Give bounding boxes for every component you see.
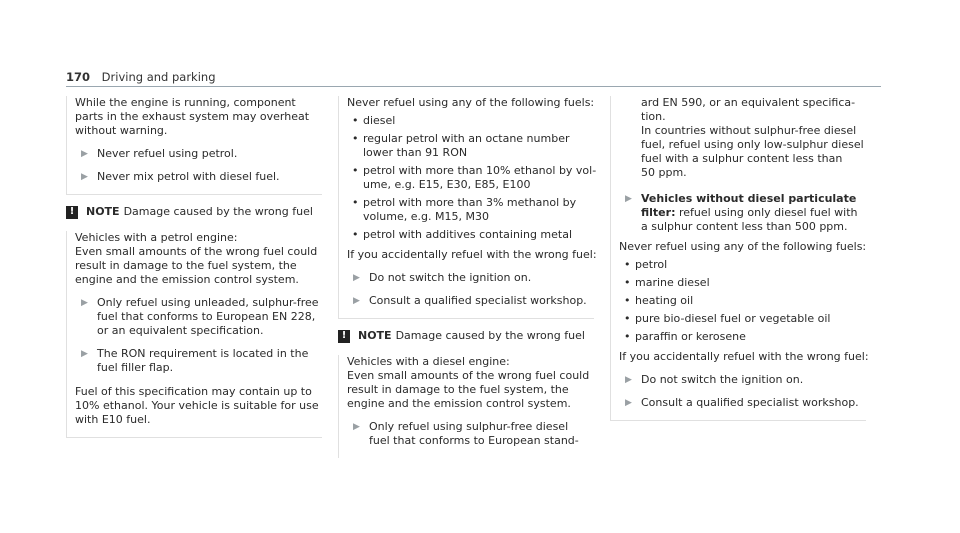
list-item (619, 294, 858, 308)
wrong-fuel-heading: If you accidentally refuel with the wrong fuel: (347, 248, 597, 261)
bullet-icon: • (624, 330, 631, 343)
arrow-icon: ▶ (625, 375, 632, 385)
note-intro (347, 355, 590, 411)
bullet-icon: • (624, 294, 631, 307)
text-line: Consult a qualified specialist workshop. (641, 396, 859, 409)
bullet-icon: • (352, 228, 359, 241)
text-line: heating oil (635, 294, 694, 307)
text-line: Consult a qualified specialist workshop. (369, 294, 587, 307)
text-line: volume, e.g. M15, M30 (363, 210, 489, 223)
note-label: NOTE (86, 205, 120, 218)
text-line: without warning. (75, 124, 168, 137)
note-title: Damage caused by the wrong fuel (395, 329, 585, 342)
text-line: fuel that conforms to European EN 228, (97, 310, 316, 323)
text-line: Vehicles with a diesel engine: (347, 355, 510, 368)
list-item (347, 114, 586, 128)
text-line: Even small amounts of the wrong fuel could (75, 245, 318, 258)
text-line: petrol with more than 10% ethanol by vol- (363, 164, 597, 177)
exclamation-icon: ! (66, 206, 78, 219)
instruction-item (347, 294, 586, 308)
arrow-icon: ▶ (81, 298, 88, 308)
text-line: with E10 fuel. (75, 413, 151, 426)
instruction-item (619, 373, 858, 387)
wrong-fuel-heading: If you accidentally refuel with the wrong fuel: (619, 350, 869, 363)
arrow-icon: ▶ (625, 398, 632, 408)
text-line: tion. (641, 110, 666, 123)
arrow-icon: ▶ (81, 349, 88, 359)
column-1 (66, 96, 322, 438)
exclamation-icon: ! (338, 330, 350, 343)
text-line: result in damage to the fuel system, the (75, 259, 297, 272)
page-number: 170 (66, 70, 91, 84)
bullet-icon: • (624, 276, 631, 289)
text-line: pure bio-diesel fuel or vegetable oil (635, 312, 831, 325)
text-line: result in damage to the fuel system, the (347, 383, 569, 396)
column-3 (610, 96, 869, 421)
text-line: diesel (363, 114, 396, 127)
note-intro (75, 231, 318, 287)
text-line: Only refuel using unleaded, sulphur-free (97, 296, 319, 309)
warning-block (66, 96, 322, 195)
text-line: petrol with additives containing metal (363, 228, 573, 241)
instruction-item (347, 420, 586, 448)
arrow-icon: ▶ (353, 296, 360, 306)
page-header (66, 70, 216, 84)
text-line: ume, e.g. E15, E30, E85, E100 (363, 178, 531, 191)
text-line: ard EN 590, or an equivalent specifica- (641, 96, 856, 109)
bullet-icon: • (352, 114, 359, 127)
never-refuel-heading: Never refuel using any of the following fuels: (619, 240, 867, 253)
text-line: or an equivalent specification. (97, 324, 264, 337)
note-outro (75, 385, 319, 427)
text-line: Only refuel using sulphur-free diesel (369, 420, 569, 433)
arrow-icon: ▶ (81, 149, 88, 159)
text-line: While the engine is running, component (75, 96, 296, 109)
text-line: Never refuel using petrol. (97, 147, 238, 160)
instruction-item (619, 192, 858, 234)
fuel-list-block (338, 96, 597, 319)
text-line: Vehicles with a petrol engine: (75, 231, 238, 244)
text-line: The RON requirement is located in the (97, 347, 309, 360)
instruction-item (75, 170, 314, 184)
bullet-icon: • (624, 312, 631, 325)
header-rule (66, 86, 881, 87)
text-line: petrol (635, 258, 668, 271)
dpf-heading-2: filter: (641, 206, 676, 219)
text-line: engine and the emission control system. (347, 397, 571, 410)
text-line: Fuel of this specification may contain up to (75, 385, 312, 398)
note-header (338, 319, 594, 349)
continued-note-block (610, 96, 869, 421)
text-line: marine diesel (635, 276, 710, 289)
dpf-heading: Vehicles without diesel particulate (641, 192, 857, 205)
text-line: Do not switch the ignition on. (641, 373, 804, 386)
bullet-icon: • (352, 196, 359, 209)
text-line: fuel with a sulphur content less than (641, 152, 843, 165)
arrow-icon: ▶ (353, 273, 360, 283)
instruction-item (75, 147, 314, 161)
note-header (66, 195, 322, 225)
note-title: Damage caused by the wrong fuel (123, 205, 313, 218)
text-line: parts in the exhaust system may overheat (75, 110, 310, 123)
bullet-icon: • (624, 258, 631, 271)
text-line: 10% ethanol. Your vehicle is suitable for use (75, 399, 319, 412)
text-line: fuel that conforms to European stand- (369, 434, 579, 447)
instruction-item (75, 347, 314, 375)
list-item (619, 312, 858, 326)
continued-text (619, 96, 864, 180)
text-line: fuel filler flap. (97, 361, 174, 374)
instruction-item (619, 396, 858, 410)
list-item (347, 164, 597, 192)
warning-intro (75, 96, 314, 138)
text-line: lower than 91 RON (363, 146, 468, 159)
text-line: Never mix petrol with diesel fuel. (97, 170, 280, 183)
list-item (619, 258, 858, 272)
section-title: Driving and parking (101, 70, 216, 84)
note-label: NOTE (358, 329, 392, 342)
list-item (619, 276, 858, 290)
text-line: 50 ppm. (641, 166, 687, 179)
arrow-icon: ▶ (625, 194, 632, 204)
list-item (347, 132, 586, 160)
text-line: Even small amounts of the wrong fuel could (347, 369, 590, 382)
list-item (347, 228, 586, 242)
text-line: a sulphur content less than 500 ppm. (641, 220, 848, 233)
text-line: In countries without sulphur-free diesel (641, 124, 857, 137)
text-span: refuel using only diesel fuel with (675, 206, 858, 219)
note-block (338, 355, 594, 458)
arrow-icon: ▶ (81, 172, 88, 182)
text-line: paraffin or kerosene (635, 330, 746, 343)
text-line: petrol with more than 3% methanol by (363, 196, 577, 209)
instruction-item (75, 296, 319, 338)
note-block (66, 231, 322, 438)
text-line: engine and the emission control system. (75, 273, 299, 286)
text-line: regular petrol with an octane number (363, 132, 570, 145)
instruction-item (347, 271, 586, 285)
list-item (347, 196, 586, 224)
text-line: fuel, refuel using only low-sulphur diesel (641, 138, 864, 151)
text-line: Do not switch the ignition on. (369, 271, 532, 284)
arrow-icon: ▶ (353, 422, 360, 432)
bullet-icon: • (352, 164, 359, 177)
column-2 (338, 96, 597, 458)
bullet-icon: • (352, 132, 359, 145)
list-item (619, 330, 858, 344)
never-refuel-heading: Never refuel using any of the following fuels: (347, 96, 595, 109)
